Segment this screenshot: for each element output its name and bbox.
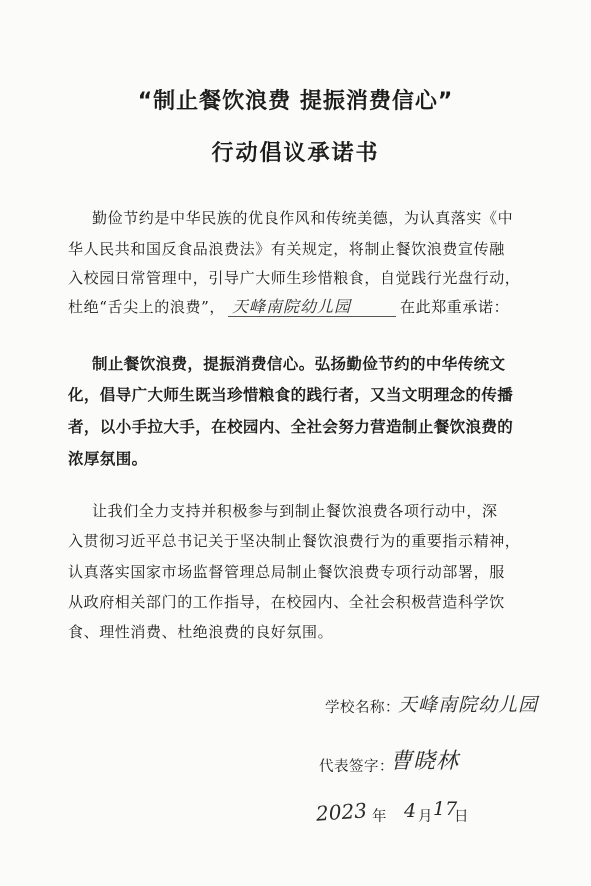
school-name-label: 学校名称： — [325, 700, 400, 716]
text-line: 在此郑重承诺： — [400, 298, 510, 316]
date-year-unit: 年 — [372, 809, 387, 825]
handwritten-school-name-signature: 天峰南院幼儿园 — [398, 694, 539, 716]
text-line: 华人民共和国反食品浪费法》有关规定，将制止餐饮浪费宣传融 — [68, 240, 505, 258]
text-line: 认真落实国家市场监督管理总局制止餐饮浪费专项行动部署，服 — [68, 563, 505, 581]
text-line: 者，以小手拉大手，在校园内、全社会努力营造制止餐饮浪费的 — [68, 418, 514, 436]
text-line: 化，倡导广大师生既当珍惜粮食的践行者，又当文明理念的传播 — [68, 386, 514, 404]
text-line: 杜绝“舌尖上的浪费”， — [68, 298, 225, 316]
handwritten-school-name: 天峰南院幼儿园 — [232, 297, 352, 316]
handwritten-date-day: 17 — [433, 798, 458, 820]
text-line: 入贯彻习近平总书记关于坚决制止餐饮浪费行为的重要指示精神， — [68, 532, 521, 550]
document-title: “制止餐饮浪费 提振消费信心” — [137, 89, 454, 114]
text-line: 制止餐饮浪费，提振消费信心。弘扬勤俭节约的中华传统文 — [92, 355, 506, 373]
date-month-unit: 月 — [418, 809, 433, 825]
text-line: 浓厚氛围。 — [68, 450, 148, 468]
document-subtitle: 行动倡议承诺书 — [211, 141, 380, 166]
handwritten-date-year: 2023 — [315, 798, 368, 826]
handwritten-representative-signature: 曹晓林 — [390, 749, 460, 774]
handwritten-date-month: 4 — [404, 800, 417, 822]
text-line: 让我们全力支持并积极参与到制止餐饮浪费各项行动中，深 — [92, 502, 498, 520]
date-day-unit: 日 — [454, 809, 469, 825]
fill-in-underline — [228, 316, 396, 317]
representative-signature-label: 代表签字： — [319, 759, 394, 775]
text-line: 食、理性消费、杜绝浪费的良好氛围。 — [68, 623, 334, 641]
text-line: 入校园日常管理中，引导广大师生珍惜粮食，自觉践行光盘行动， — [68, 269, 521, 287]
text-line: 从政府相关部门的工作指导，在校园内、全社会积极营造科学饮 — [68, 593, 505, 611]
text-line: 勤俭节约是中华民族的优良作风和传统美德，为认真落实《中 — [92, 209, 514, 227]
